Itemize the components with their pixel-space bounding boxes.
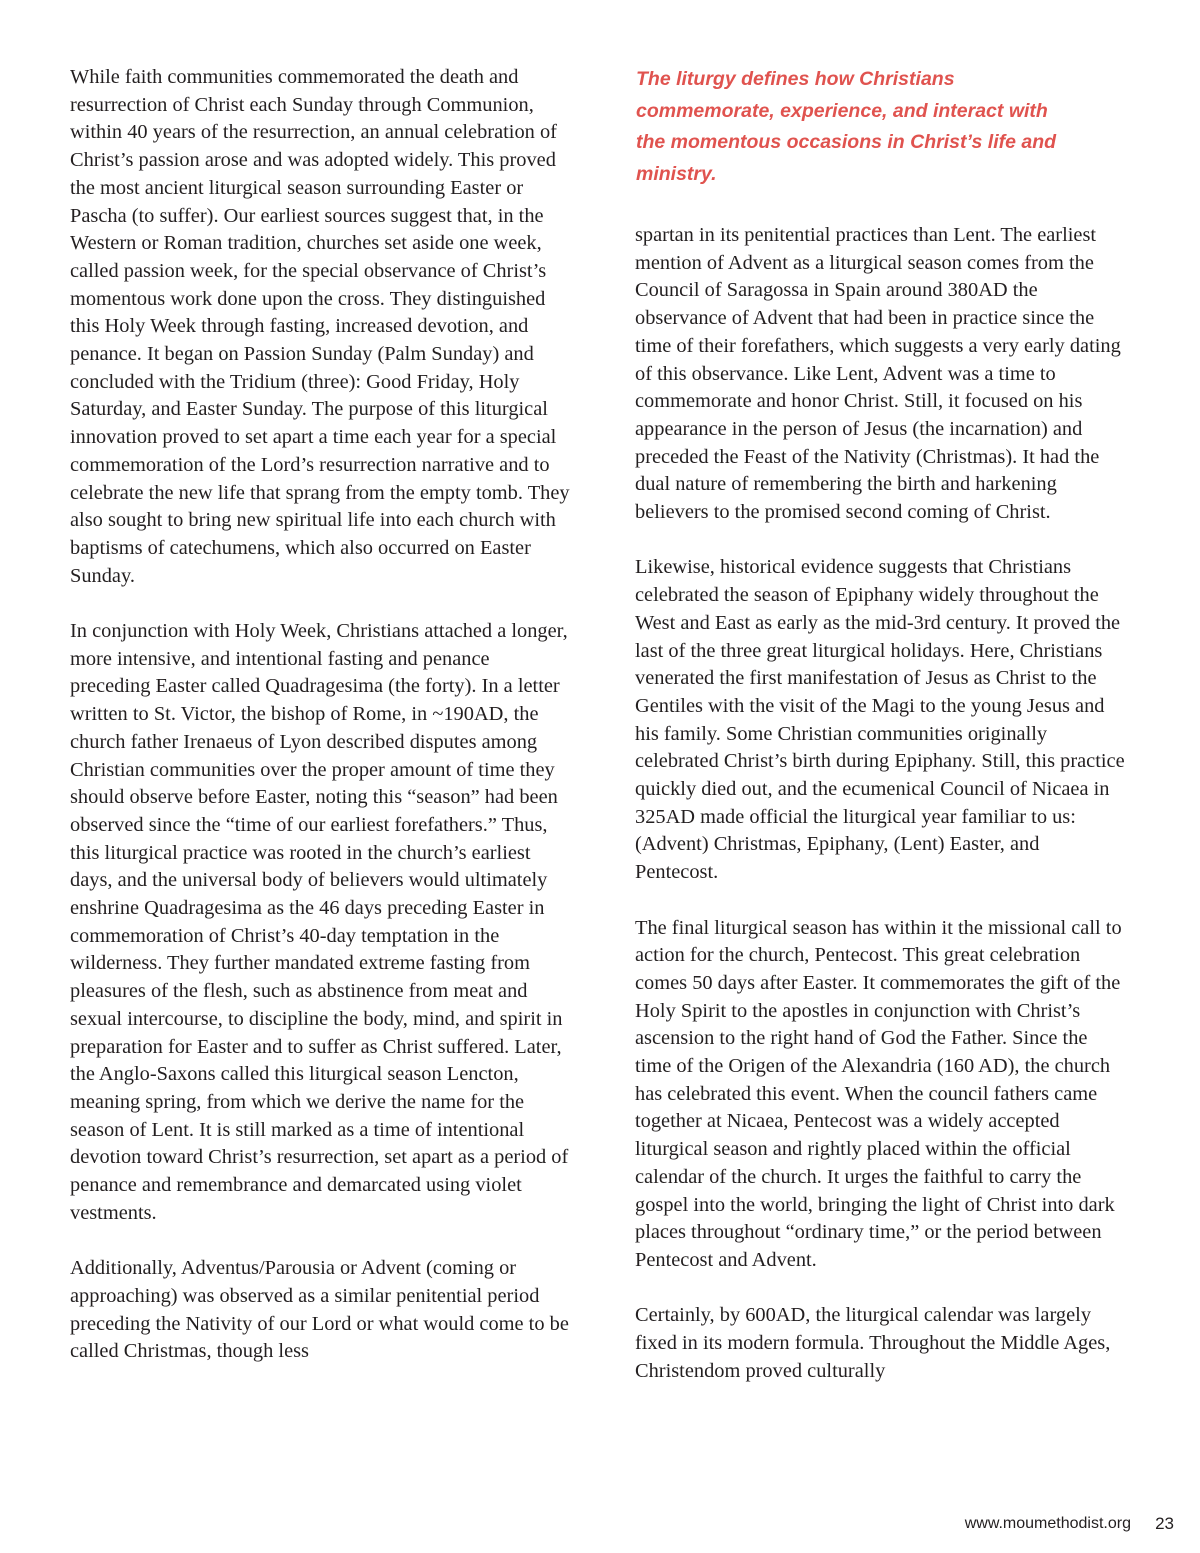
footer-website: www.moumethodist.org	[964, 1515, 1131, 1532]
body-paragraph-advent: spartan in its penitential practices than Lent. The earliest mention of Advent as a liturgical season comes from the Council of Saragossa in Spain around 380AD the observance of Advent that had been in practice since the time of their forefathers, which suggests a very early dating of this observance. Like Lent, Advent was a time to commemorate and honor Christ. Still, it focused on his appearance in the person of Jesus (the incarnation) and preceded the Feast of the Nativity (Christmas). It had the dual nature of remembering the birth and harkening believers to the promised second coming of Christ.	[635, 224, 1121, 524]
body-paragraph-holy-week: While faith communities commemorated the death and resurrection of Christ each Sunday through Communion, within 40 years of the resurrection, an annual celebration of Christ’s passion arose and was adopted widely. This proved the most ancient liturgical season surrounding Easter or Pascha (to suffer). Our earliest sources suggest that, in the Western or Roman tradition, churches set aside one week, called passion week, for the special observance of Christ’s momentous work done upon the cross. They distinguished this Holy Week through fasting, increased devotion, and penance. It began on Passion Sunday (Palm Sunday) and concluded with the Tridium (three): Good Friday, Holy Saturday, and Easter Sunday. The purpose of this liturgical innovation proved to set apart a time each year for a special commemoration of the Lord’s resurrection narrative and to celebrate the new life that sprang from the empty tomb. They also sought to bring new spiritual life into each church with baptisms of catechumens, which also occurred on Easter Sunday.	[70, 66, 570, 587]
page-number: 23	[1155, 1514, 1174, 1533]
body-paragraph-quadragesima: In conjunction with Holy Week, Christians attached a longer, more intensive, and intentional fasting and penance preceding Easter called Quadragesima (the forty). In a letter written to St. Victor, the bishop of Rome, in ~190AD, the church father Irenaeus of Lyon described disputes among Christian communities over the proper amount of time they should observe before Easter, noting this “season” had been observed since the “time of our earliest forefathers.” Thus, this liturgical practice was rooted in the church’s earliest days, and the universal body of believers would ultimately enshrine Quadragesima as the 46 days preceding Easter in commemoration of Christ’s 40-day temptation in the wilderness. They further mandated extreme fasting from pleasures of the flesh, such as abstinence from meat and sexual intercourse, to discipline the body, mind, and spirit in preparation for Easter and to suffer as Christ suffered. Later, the Anglo-Saxons called this liturgical season Lencton, meaning spring, from which we derive the name for the season of Lent. It is still marked as a time of intentional devotion toward Christ’s resurrection, set apart as a period of penance and remembrance and demarcated using violet vestments.	[70, 620, 569, 1224]
body-paragraph-epiphany: Likewise, historical evidence suggests that Christians celebrated the season of Epiphany widely throughout the West and East as early as the mid-3rd century. It proved the last of the three great liturgical holidays. Here, Christians venerated the first manifestation of Jesus as Christ to the Gentiles with the visit of the Magi to the young Jesus and his family. Some Christian communities originally celebrated Christ’s birth during Epiphany. Still, this practice quickly died out, and the ecumenical Council of Nicaea in 325AD made official the liturgical year familiar to us: (Advent) Christmas, Epiphany, (Lent) Easter, and Pentecost.	[635, 556, 1125, 884]
body-paragraph-pentecost: The final liturgical season has within it the missional call to action for the church, Pentecost. This great celebration comes 50 days after Easter. It commemorates the gift of the Holy Spirit to the apostles in conjunction with Christ’s ascension to the right hand of God the Father. Since the time of the Origen of the Alexandria (160 AD), the church has celebrated this event. When the council fathers came together at Nicaea, Pentecost was a widely accepted liturgical season and rightly placed within the official calendar of the church. It urges the faithful to carry the gospel into the world, bringing the light of Christ into dark places throughout “ordinary time,” or the period between Pentecost and Advent.	[635, 916, 1122, 1271]
right-column	[635, 222, 1125, 1385]
body-paragraph-calendar: Certainly, by 600AD, the liturgical calendar was largely fixed in its modern formula. Throughout the Middle Ages, Christendom proved culturally	[635, 1304, 1111, 1382]
pull-quote: The liturgy defines how Christians commemorate, experience, and interact with the momentous occasions in Christ’s life and ministry.	[636, 68, 1057, 185]
left-column	[70, 64, 570, 1366]
body-paragraph-advent-intro: Additionally, Adventus/Parousia or Advent (coming or approaching) was observed as a similar penitential period preceding the Nativity of our Lord or what would come to be called Christmas, though less	[70, 1257, 569, 1363]
